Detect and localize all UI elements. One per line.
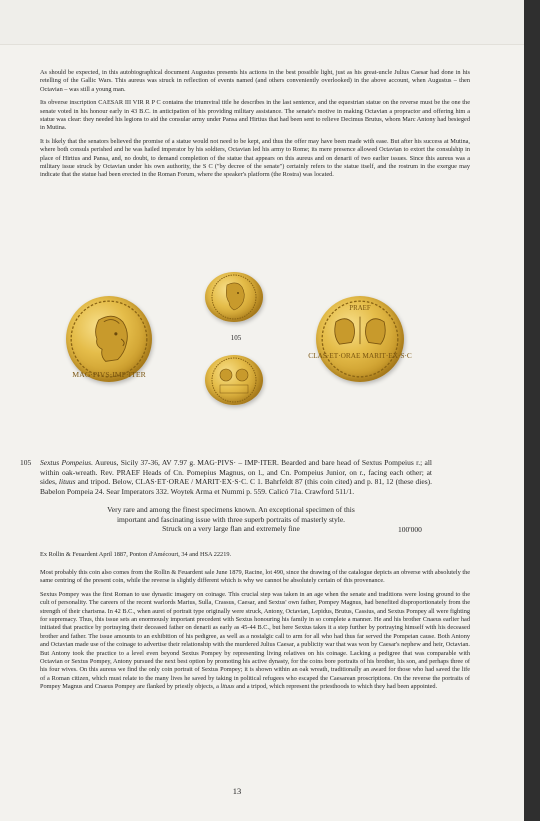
intro-paragraph-2: Its obverse inscription CAESAR III VIR R P C contains the triumviral title he describes in the last sentence, and the equestrian statue on the reverse must be the one the senate voted in his honour early in 43 B.C. in anticipation of his providing military assistance. The senate's motive in making Octavian a propractor and offering him a statue was clear: they needed his legions to aid the consular army under Pansa and Hirtius that had been sent to relieve Decimus Brutus, whom Marc Antony had besieged in Mutina. — [40, 99, 470, 132]
obverse-legend: MAG·PIVS·IMP·ITER — [72, 369, 146, 379]
intro-paragraph-1: As should be expected, in this autobiographical document Augustus presents his actions in the best possible light, just as his great-uncle Julius Caesar had done in his retelling of the Gallic Wars. This aureus was struck in reflection of events named (and others conveniently overlooked) in the above account, when Augustus – then Octavian – was still a young man. — [40, 69, 470, 93]
lot-description — [40, 458, 432, 496]
reverse-portraits-icon — [308, 296, 412, 382]
lot-name: Sextus Pompeius. — [40, 458, 93, 467]
dark-right-edge — [524, 0, 540, 821]
provenance-line: Ex Rollin & Feuardent April 1887, Ponton d'Amécourt, 34 and HSA 22219. — [40, 551, 232, 558]
lot-description-part2: and tripod. Below, CLAS·ET·ORAE / MARIT·EX·S·C. C 1. Bahrfeldt 87 (this coin cited) and p. 81, 12 (these dies). Babelon Pompeia 24. Sear Imperators 332. Woytek Arma et Nummi p. 559. Calicó 71a. Crawford 511/1. — [40, 477, 432, 496]
lot-condition-note — [86, 505, 376, 534]
coin-lot-number: 105 — [230, 334, 242, 342]
commentary-lituus: lituus — [220, 683, 235, 691]
intro-paragraph-3: It is likely that the senators believed the promise of a statue would not need to be kept, and thus the offer may have been made with ease. But after his success at Mutina, where both consuls perished and he was hailed imperator by his soldiers, Octavian led his army to Rome; its mere presence allowed Octavian to extort the consulship in place of Hirtius and Pansa, and, no doubt, to demand completion of the statue that appears on this aureus and on denarii of two earlier issues. Since this aureus was a military issue struck by Octavian under his own authority, the S C ("by decree of the senate") certainly refers to the statue itself, and the rostrum in the exergue may indicate that the statue had been erected in the Roman Forum, where the speaker's platform (the Rostra) was located. — [40, 137, 470, 179]
lot-lituus: lituus — [58, 477, 76, 487]
obverse-portrait-icon — [66, 296, 152, 382]
commentary-text — [40, 569, 470, 697]
commentary-paragraph-2a: Sextus Pompey was the first Roman to use dynastic imagery on coinage. This crucial step was taken in an age when the senate and traditions were losing ground to the cult of personality. The careers of the recent warlords Marius, Sulla, Crassus, Caesar, and Sextus' own father, Pompey Magnus, had benefited disproportionately from the strength of their charisma. In 42 B.C., when aurei of portrait type originally were struck, Antony, Octavian, Lepidus, Brutus, Cassius, and Sextus Pompey all were fighting for supremacy. Thus, this issue sets an enormously important precedent with Sextus honouring his family in so complete a manner. He and his brother Cnaeus earlier had initiated that practice by portraying their deceased father on denarii as early as 45-44 B.C., but here Sextus takes it a step further by portraying himself with his deceased brother and father. The issue amounts to an exhibition of his pedigree, as well as a nostalgic call to arm for all who had thus far served the Pompeian cause. Both Antony and Octavian made use of the coinage to advertise their relationship with the murdered Julius Caesar, a publicity war that was won by Caesar's nephew and heir, Octavian. But Antony took the practice to a level even beyond Sextus Pompey by representing living relatives on his coinage. Lacking a pedigree that was comparable with Octavian or Sextus Pompey, Antony pursued the next best option by promoting his active dynasty, for the coins bore portraits of his brother, his son, and perhaps three of his four wives. On this aureus we find the only coin portrait of Sextus Pompey; it is shown within an oak wreath, traditionally an award for those who had saved the life of a Roman citizen, which must relate to the many lives he saved by taking in political refugees who escaped the Caesarean proscriptions. On the reverse the portraits of Pompey Magnus and Cnaeus Pompey are flanked by priestly objects, a — [40, 590, 470, 691]
small-portrait-icon — [205, 272, 263, 322]
lot-note-line-1: Very rare and among the finest specimens known. An exceptional specimen of this — [107, 505, 355, 514]
coin-reverse-small — [205, 355, 263, 405]
lot-description-part1: Aureus, Sicily 37-36, AV 7.97 g. MAG·PIVS· – IMP·ITER. Bearded and bare head of Sextus Pompeius r.; all within oak-wreath. Rev. PRAEF Heads of Cn. Pomepius Magnus, on l., and Cn. Pompeius Junior, on r., facing each other; at sides, — [40, 458, 433, 487]
intro-text — [40, 69, 470, 185]
top-margin-band — [0, 0, 524, 45]
lot-note-line-2: important and fascinating issue with three superb portraits of masterly style. — [116, 514, 346, 524]
lot-estimate-price: 100'000 — [398, 525, 422, 534]
commentary-paragraph-2b: and a tripod, which represent the priesthoods to which they had been appointed. — [236, 683, 438, 691]
page-number: 13 — [232, 786, 242, 796]
commentary-paragraph-1: Most probably this coin also comes from the Rollin & Feuardent sale June 1879, Racine, lot 490, since the drawing of the catalogue depicts an obverse with absolutely the same centring of the present coin, while the reverse is slightly different which is why we cannot be absolutely certain of this provenance. — [40, 569, 471, 585]
coin-obverse-large — [66, 296, 152, 382]
reverse-legend: CLAS·ET·ORAE MARIT·EX·S·C — [308, 350, 412, 360]
reverse-top-legend: PRAEF — [349, 304, 371, 312]
lot-number: 105 — [20, 458, 32, 467]
small-reverse-icon — [205, 355, 263, 405]
commentary-paragraph-2 — [40, 591, 470, 692]
coin-reverse-large — [308, 296, 412, 382]
coin-obverse-small — [205, 272, 263, 322]
lot-note-line-3: Struck on a very large flan and extremely fine — [162, 524, 300, 534]
